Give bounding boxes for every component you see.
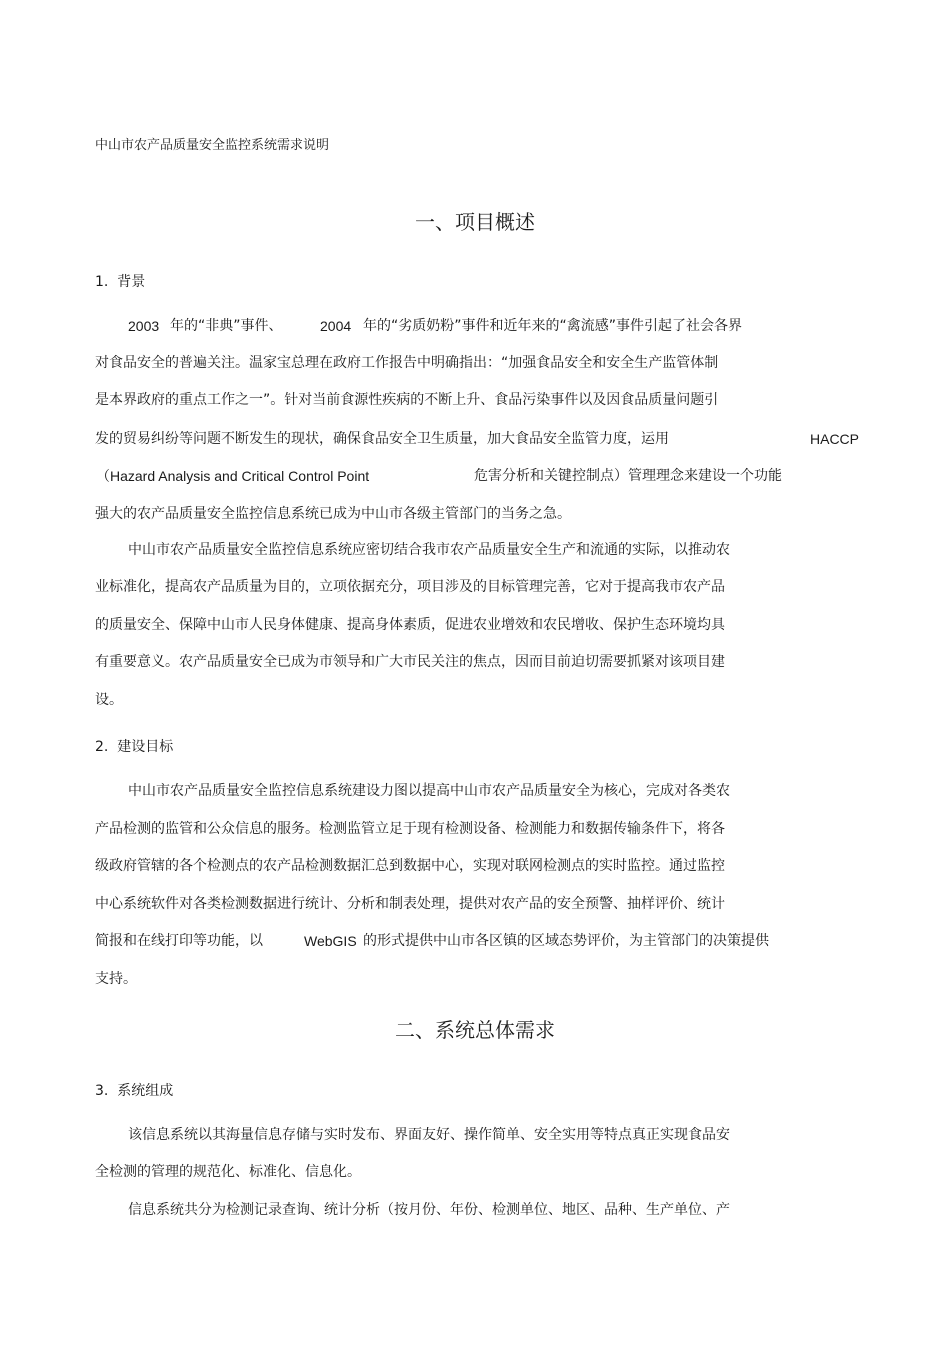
paragraph-line: 2003 bbox=[128, 318, 160, 334]
paragraph-line: 有重要意义。农产品质量安全已成为市领导和广大市民关注的焦点，因而目前迫切需要抓紧对该项目建 bbox=[95, 654, 725, 670]
paragraph-line: 2004 bbox=[320, 318, 352, 334]
subsection-title: 系统组成 bbox=[117, 1083, 174, 1099]
paragraph-line: 年的“非典”事件、 bbox=[170, 318, 283, 334]
paragraph-line: 危害分析和关键控制点）管理理念来建设一个功能 bbox=[474, 468, 782, 484]
paragraph-line: 支持。 bbox=[95, 971, 137, 987]
paragraph-line: 业标准化，提高农产品质量为目的，立项依据充分，项目涉及的目标管理完善，它对于提高我市农产品 bbox=[95, 579, 725, 595]
paragraph-line: 信息系统共分为检测记录查询、统计分析（按月份、年份、检测单位、地区、品种、生产单位、产 bbox=[128, 1202, 730, 1218]
paragraph-line: 的质量安全、保障中山市人民身体健康、提高身体素质，促进农业增效和农民增收、保护生态环境均具 bbox=[95, 617, 725, 633]
paragraph-line: 产品检测的监管和公众信息的服务。检测监管立足于现有检测设备、检测能力和数据传输条件下，将各 bbox=[95, 821, 725, 837]
acronym-webgis: WebGIS bbox=[304, 933, 357, 949]
section-heading-requirements: 二、系统总体需求 bbox=[395, 1018, 555, 1042]
subsection-title: 背景 bbox=[117, 274, 146, 290]
subsection-number: 1. bbox=[95, 274, 109, 290]
subsection-number: 3. bbox=[95, 1083, 109, 1099]
paragraph-line: 全检测的管理的规范化、标准化、信息化。 bbox=[95, 1164, 361, 1180]
section-heading-overview: 一、项目概述 bbox=[415, 210, 535, 234]
subsection-title: 建设目标 bbox=[117, 739, 174, 755]
paragraph-line: 年的“劣质奶粉”事件和近年来的“禽流感”事件引起了社会各界 bbox=[363, 318, 743, 334]
subsection-heading-background bbox=[95, 273, 145, 291]
paragraph-line: 强大的农产品质量安全监控信息系统已成为中山市各级主管部门的当务之急。 bbox=[95, 506, 571, 522]
subsection-heading-goals bbox=[95, 738, 173, 756]
paragraph-line: 设。 bbox=[95, 692, 123, 708]
paragraph-line: 简报和在线打印等功能，以 bbox=[95, 933, 263, 949]
paragraph-line: 对食品安全的普遍关注。温家宝总理在政府工作报告中明确指出：“加强食品安全和安全生产监管体制 bbox=[95, 355, 719, 371]
paragraph-line: 中山市农产品质量安全监控信息系统建设力图以提高中山市农产品质量安全为核心，完成对各类农 bbox=[128, 783, 730, 799]
paragraph-line: 中山市农产品质量安全监控信息系统应密切结合我市农产品质量安全生产和流通的实际，以推动农 bbox=[128, 542, 730, 558]
subsection-heading-composition bbox=[95, 1082, 173, 1100]
subsection-number: 2. bbox=[95, 739, 109, 755]
acronym-haccp: HACCP bbox=[810, 431, 860, 447]
paragraph-line: 该信息系统以其海量信息存储与实时发布、界面友好、操作简单、安全实用等特点真正实现食品安 bbox=[128, 1127, 730, 1143]
paragraph-line: 是本界政府的重点工作之一”。针对当前食源性疾病的不断上升、食品污染事件以及因食品质量问题引 bbox=[95, 392, 719, 408]
paragraph-line: 的形式提供中山市各区镇的区域态势评价，为主管部门的决策提供 bbox=[363, 933, 769, 949]
document-title: 中山市农产品质量安全监控系统需求说明 bbox=[95, 138, 330, 153]
paragraph-line: 级政府管辖的各个检测点的农产品检测数据汇总到数据中心，实现对联网检测点的实时监控。通过监控 bbox=[95, 858, 725, 874]
paragraph-line: 中心系统软件对各类检测数据进行统计、分析和制表处理，提供对农产品的安全预警、抽样评价、统计 bbox=[95, 896, 725, 912]
paragraph-line: （Hazard Analysis and Critical Control Point bbox=[96, 468, 370, 484]
paragraph-line: 发的贸易纠纷等问题不断发生的现状，确保食品安全卫生质量，加大食品安全监管力度，运用 bbox=[95, 431, 669, 447]
